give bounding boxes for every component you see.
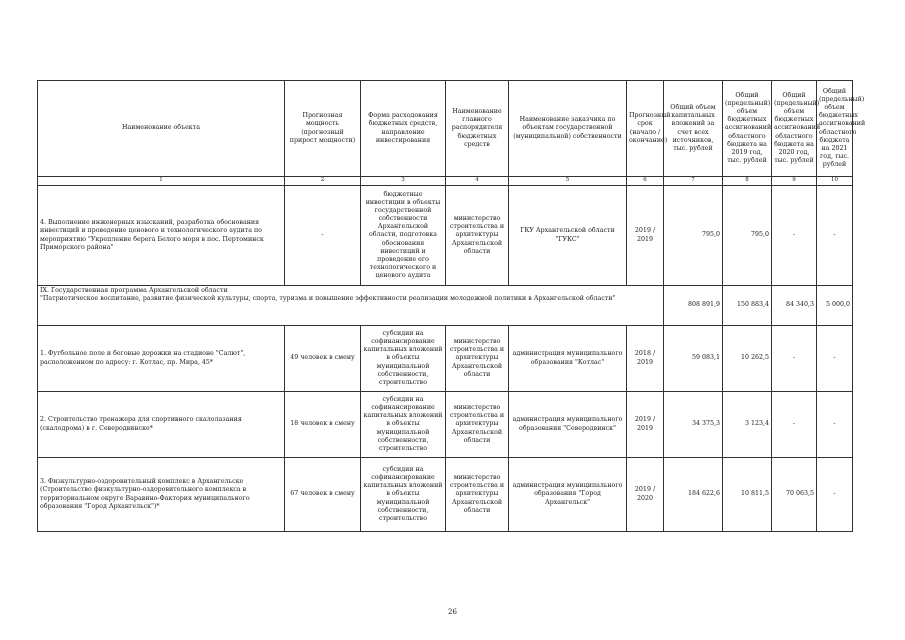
capacity: 18 человек в смену xyxy=(285,392,361,458)
object-name: 3. Физкультурно-оздоровительный комплекс в Архангельске (Строительство физкультурно-оздоровительного комплекса в территориальном округе Варавино-Фактория муниципального образования "Город Архангельск")* xyxy=(38,458,285,532)
table-row xyxy=(38,186,853,286)
section-title: IX. Государственная программа Архангельской области xyxy=(40,287,228,294)
amount-2020: - xyxy=(772,392,817,458)
amount-2021: - xyxy=(817,458,853,532)
column-number: 4 xyxy=(446,177,509,186)
total-amount: 184 622,6 xyxy=(664,458,723,532)
table-row xyxy=(38,326,853,392)
header-capacity: Прогнозная мощность (прогнозный прирост мощности) xyxy=(285,81,361,177)
section-2021: 5 000,0 xyxy=(817,286,853,326)
table-row xyxy=(38,392,853,458)
header-row xyxy=(38,81,853,177)
customer: администрация муниципального образования "Северодвинск" xyxy=(509,392,627,458)
header-term: Прогнозный срок (начало / окончание) xyxy=(627,81,664,177)
term: 2019 / 2019 xyxy=(627,186,664,286)
investment-table xyxy=(37,80,866,532)
column-number: 8 xyxy=(723,177,772,186)
section-subtitle: "Патриотическое воспитание, развитие физической культуры, спорта, туризма и повышение эффективности реализации молодежной политики в Архангельской области" xyxy=(40,295,616,303)
amount-2021: - xyxy=(817,326,853,392)
amount-2019: 795,0 xyxy=(723,186,772,286)
capacity: 67 человек в смену xyxy=(285,458,361,532)
object-name: 1. Футбольное поле и беговые дорожки на стадионе "Салют", расположенном по адресу: г. Котлас, пр. Мира, 45* xyxy=(38,326,285,392)
header-2019: Общий (предельный) объем бюджетных ассигнований областного бюджета на 2019 год, тыс. рублей xyxy=(723,81,772,177)
amount-2020: 70 063,5 xyxy=(772,458,817,532)
header-administrator: Наименование главного распорядителя бюджетных средств xyxy=(446,81,509,177)
spending-form: бюджетные инвестиции в объекты государственной собственности Архангельской области, подготовка обоснования инвестиций и проведение его технологического и ценового аудита xyxy=(361,186,446,286)
term: 2019 / 2020 xyxy=(627,458,664,532)
column-number-row xyxy=(38,177,853,186)
header-object-name: Наименование объекта xyxy=(38,81,285,177)
table-row xyxy=(38,458,853,532)
administrator: министерство строительства и архитектуры Архангельской области xyxy=(446,392,509,458)
spending-form: субсидии на софинансирование капитальных вложений в объекты муниципальной собственности, строительство xyxy=(361,458,446,532)
column-number: 9 xyxy=(772,177,817,186)
capacity: - xyxy=(285,186,361,286)
administrator: министерство строительства и архитектуры Архангельской области xyxy=(446,326,509,392)
amount-2019: 10 262,5 xyxy=(723,326,772,392)
column-number: 2 xyxy=(285,177,361,186)
amount-2021: - xyxy=(817,186,853,286)
column-number: 10 xyxy=(817,177,853,186)
section-heading xyxy=(38,286,664,326)
amount-2020: - xyxy=(772,326,817,392)
term: 2018 / 2019 xyxy=(627,326,664,392)
section-2019: 150 883,4 xyxy=(723,286,772,326)
total-amount: 34 375,3 xyxy=(664,392,723,458)
customer: администрация муниципального образования "Котлас" xyxy=(509,326,627,392)
term: 2019 / 2019 xyxy=(627,392,664,458)
page-number: 26 xyxy=(448,608,457,616)
amount-2020: - xyxy=(772,186,817,286)
administrator: министерство строительства и архитектуры Архангельской области xyxy=(446,186,509,286)
section-total: 808 891,9 xyxy=(664,286,723,326)
section-2020: 84 340,3 xyxy=(772,286,817,326)
amount-2019: 10 811,5 xyxy=(723,458,772,532)
total-amount: 59 083,1 xyxy=(664,326,723,392)
administrator: министерство строительства и архитектуры Архангельской области xyxy=(446,458,509,532)
amount-2021: - xyxy=(817,392,853,458)
object-name: 4. Выполнение инженерных изысканий, разработка обоснования инвестиций и проведение ценового и технологического аудита по мероприятию "Укрепление берега Белого моря в пос. Пертоминск Приморского района" xyxy=(38,186,285,286)
amount-2019: 3 123,4 xyxy=(723,392,772,458)
header-customer: Наименование заказчика по объектам государственной (муниципальной) собственности xyxy=(509,81,627,177)
header-2021: Общий (предельный) объем бюджетных ассигнований областного бюджета на 2021 год, тыс. рублей xyxy=(817,81,853,177)
customer: ГКУ Архангельской области "ГУКС" xyxy=(509,186,627,286)
header-spending-form: Форма расходования бюджетных средств, направление инвестирования xyxy=(361,81,446,177)
column-number: 1 xyxy=(38,177,285,186)
column-number: 5 xyxy=(509,177,627,186)
column-number: 3 xyxy=(361,177,446,186)
total-amount: 795,0 xyxy=(664,186,723,286)
object-name: 2. Строительство тренажера для спортивного скалолазания (скалодрома) в г. Северодвинске* xyxy=(38,392,285,458)
column-number: 7 xyxy=(664,177,723,186)
column-number: 6 xyxy=(627,177,664,186)
customer: администрация муниципального образования "Город Архангельск" xyxy=(509,458,627,532)
spending-form: субсидии на софинансирование капитальных вложений в объекты муниципальной собственности, строительство xyxy=(361,392,446,458)
header-2020: Общий (предельный) объем бюджетных ассигнований областного бюджета на 2020 год, тыс. рублей xyxy=(772,81,817,177)
spending-form: субсидии на софинансирование капитальных вложений в объекты муниципальной собственности, строительство xyxy=(361,326,446,392)
section-row xyxy=(38,286,853,326)
capacity: 49 человек в смену xyxy=(285,326,361,392)
header-total: Общий объем капитальных вложений за счет всех источников, тыс. рублей xyxy=(664,81,723,177)
